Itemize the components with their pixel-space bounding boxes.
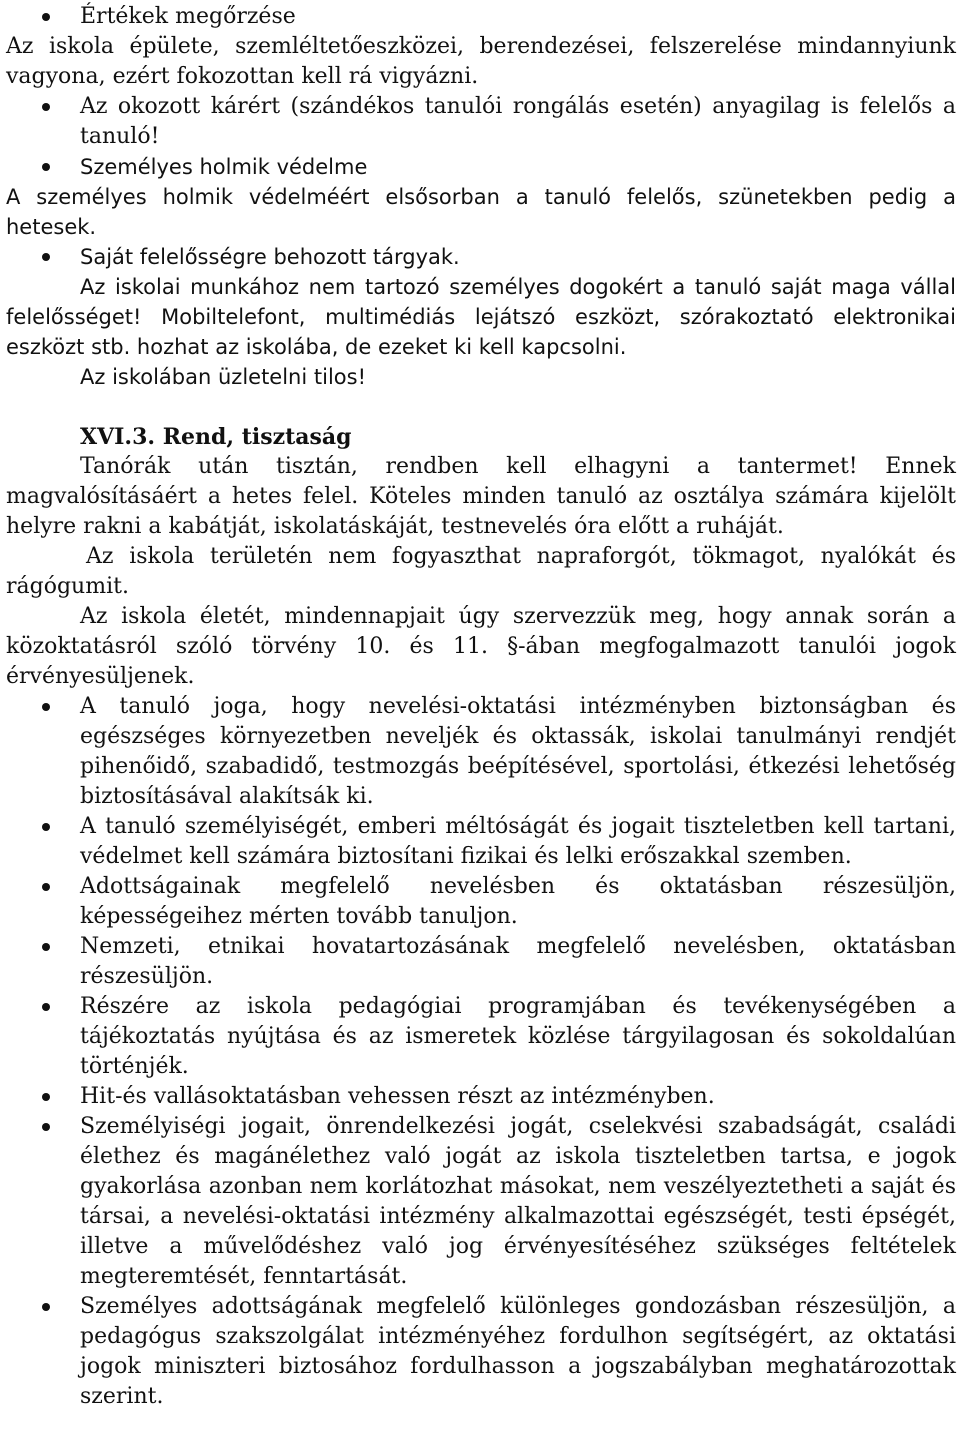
- bullet-reszere: Részére az iskola pedagógiai programjában és tevékenységében a tájékoztatás nyújtása és az ismeretek közlése tárgyilagosan és sokoldalúan történjék.: [6, 992, 956, 1082]
- section-title: Rend, tisztaság: [162, 424, 352, 450]
- bullet-szemelyes-holmik: Személyes holmik védelme: [6, 152, 956, 182]
- document-page: [6, 2, 956, 1412]
- section-heading: [6, 422, 956, 452]
- bullet-joga-biztonsag: A tanuló joga, hogy nevelési-oktatási intézményben biztonságban és egészséges környezetben neveljék és oktassák, iskolai tanulmányi rendjét pihenőidő, szabadidő, testmozgás beépítésével, sportolási, étkezési lehetőség biztosításával alakítsák ki.: [6, 692, 956, 812]
- bullet-kulonleges-gondozas: Személyes adottságának megfelelő különleges gondozásban részesüljön, a pedagógus szakszolgálat intézményéhez fordulhon segítségért, az oktatási jogok miniszteri biztosához fordulhasson a jogszabályban meghatározottak szerint.: [6, 1292, 956, 1412]
- section-number: XVI.3.: [80, 424, 156, 450]
- paragraph-iskola-epulete: Az iskola épülete, szemléltetőeszközei, berendezései, felszerelése mindannyiunk vagyona, ezért fokozottan kell rá vigyázni.: [6, 34, 956, 89]
- bullet-szemelyiseg: A tanuló személyiségét, emberi méltóságát és jogait tiszteletben kell tartani, védelmet kell számára biztosítani fizikai és lelki erőszakkal szemben.: [6, 812, 956, 872]
- paragraph-napraforgo: Az iskola területén nem fogyaszthat napraforgót, tökmagot, nyalókát és rágógumit.: [6, 544, 956, 599]
- bullet-adottsagainak: Adottságainak megfelelő nevelésben és oktatásban részesüljön, képességeihez mérten tovább tanuljon.: [6, 872, 956, 932]
- paragraph-tanorak-utan: Tanórák után tisztán, rendben kell elhagyni a tantermet! Ennek magvalósításáért a hetes felel. Köteles minden tanuló az osztálya számára kijelölt helyre rakni a kabátját, iskolatáskáját, testnevelés óra előtt a ruháját.: [6, 454, 956, 539]
- bullet-okozott-kar: Az okozott kárért (szándékos tanulói rongálás esetén) anyagilag is felelős a tanuló!: [6, 92, 956, 152]
- paragraph-szemelyes-holmik: A személyes holmik védelméért elsősorban a tanuló felelős, szünetekben pedig a hetesek.: [6, 185, 956, 239]
- bullet-ertekek-megorzese: Értékek megőrzése: [6, 2, 956, 32]
- bullet-szemelyisegi-jogai: Személyiségi jogait, önrendelkezési jogát, cselekvési szabadságát, családi élethez és magánélethez való jogát az iskola tiszteletben tartsa, e jogok gyakorlása azonban nem korlátozhat másokat, nem veszélyeztetheti a saját és társai, a nevelési-oktatási intézmény alkalmazottai egészségét, testi épségét, illetve a művelődéshez való jog érvényesítéséhez szükséges feltételek megteremtését, fenntartását.: [6, 1112, 956, 1292]
- paragraph-uzletelni-tilos: Az iskolában üzletelni tilos!: [80, 365, 366, 389]
- bullet-hitoktatas: Hit-és vallásoktatásban vehessen részt az intézményben.: [6, 1082, 956, 1112]
- paragraph-iskola-elete: Az iskola életét, mindennapjait úgy szervezzük meg, hogy annak során a közoktatásról szóló törvény 10. és 11. §-ában megfogalmazott tanulói jogok érvényesüljenek.: [6, 604, 956, 689]
- bullet-nemzeti: Nemzeti, etnikai hovatartozásának megfelelő nevelésben, oktatásban részesüljön.: [6, 932, 956, 992]
- paragraph-iskolai-munka: Az iskolai munkához nem tartozó személyes dogokért a tanuló saját maga vállal felelősséget! Mobiltelefont, multimédiás lejátszó eszközt, szórakoztató elektronikai eszközt stb. hozhat az iskolába, de ezeket ki kell kapcsolni.: [6, 275, 956, 359]
- bullet-sajat-felelosseg: Saját felelősségre behozott tárgyak.: [6, 242, 956, 272]
